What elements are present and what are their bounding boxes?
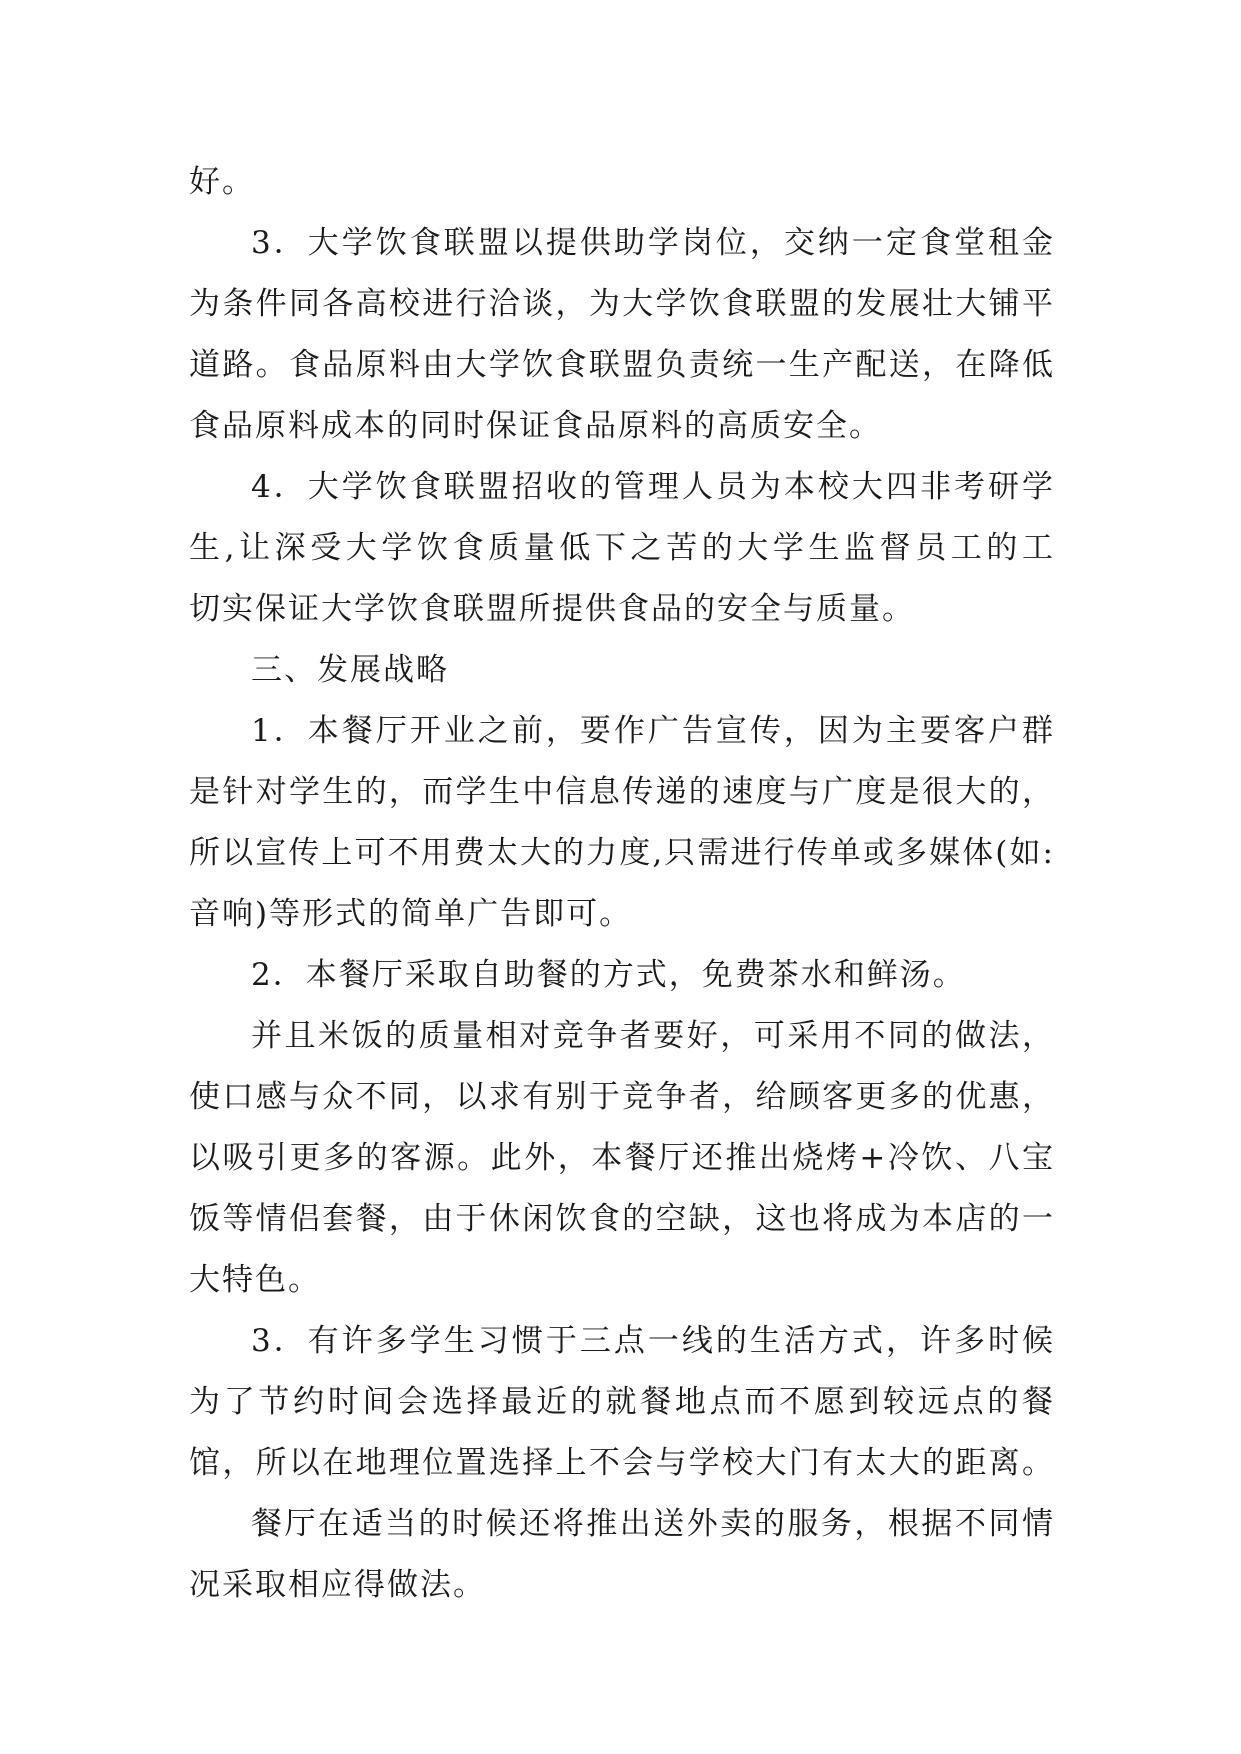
document-page — [189, 152, 1055, 1616]
text-line: 3．大学饮食联盟以提供助学岗位，交纳一定食堂租金 — [251, 225, 1055, 261]
text-line: 饭等情侣套餐，由于休闲饮食的空缺，这也将成为本店的一 — [189, 1201, 1055, 1237]
text-line: 生,让深受大学饮食质量低下之苦的大学生监督员工的工 — [189, 530, 1055, 566]
text-line: 2．本餐厅采取自助餐的方式，免费茶水和鲜汤。 — [251, 957, 966, 993]
text-line: 并且米饭的质量相对竞争者要好，可采用不同的做法， — [251, 1018, 1055, 1054]
text-line: 馆，所以在地理位置选择上不会与学校大门有太大的距离。 — [189, 1445, 1055, 1481]
text-line: 为了节约时间会选择最近的就餐地点而不愿到较远点的餐 — [189, 1384, 1055, 1420]
text-line: 音响)等形式的简单广告即可。 — [189, 896, 633, 932]
text-line: 食品原料成本的同时保证食品原料的高质安全。 — [189, 408, 882, 444]
text-line: 3．有许多学生习惯于三点一线的生活方式，许多时候 — [251, 1323, 1055, 1359]
text-line: 三、发展战略 — [251, 652, 449, 688]
text-line: 道路。食品原料由大学饮食联盟负责统一生产配送，在降低 — [189, 347, 1055, 383]
text-line: 况采取相应得做法。 — [189, 1567, 486, 1603]
text-line: 为条件同各高校进行洽谈，为大学饮食联盟的发展壮大铺平 — [189, 286, 1055, 322]
text-line: 餐厅在适当的时候还将推出送外卖的服务，根据不同情 — [251, 1506, 1055, 1542]
text-line: 以吸引更多的客源。此外，本餐厅还推出烧烤+冷饮、八宝 — [189, 1140, 1055, 1176]
text-line: 好。 — [189, 164, 255, 200]
text-line: 1．本餐厅开业之前，要作广告宣传，因为主要客户群 — [251, 713, 1055, 749]
text-line: 是针对学生的，而学生中信息传递的速度与广度是很大的， — [189, 774, 1055, 810]
text-line: 使口感与众不同，以求有别于竞争者，给顾客更多的优惠， — [189, 1079, 1055, 1115]
text-line: 所以宣传上可不用费太大的力度,只需进行传单或多媒体(如: — [189, 835, 1055, 871]
text-line: 切实保证大学饮食联盟所提供食品的安全与质量。 — [189, 591, 915, 627]
text-line: 4．大学饮食联盟招收的管理人员为本校大四非考研学 — [251, 469, 1055, 505]
text-line: 大特色。 — [189, 1262, 321, 1298]
